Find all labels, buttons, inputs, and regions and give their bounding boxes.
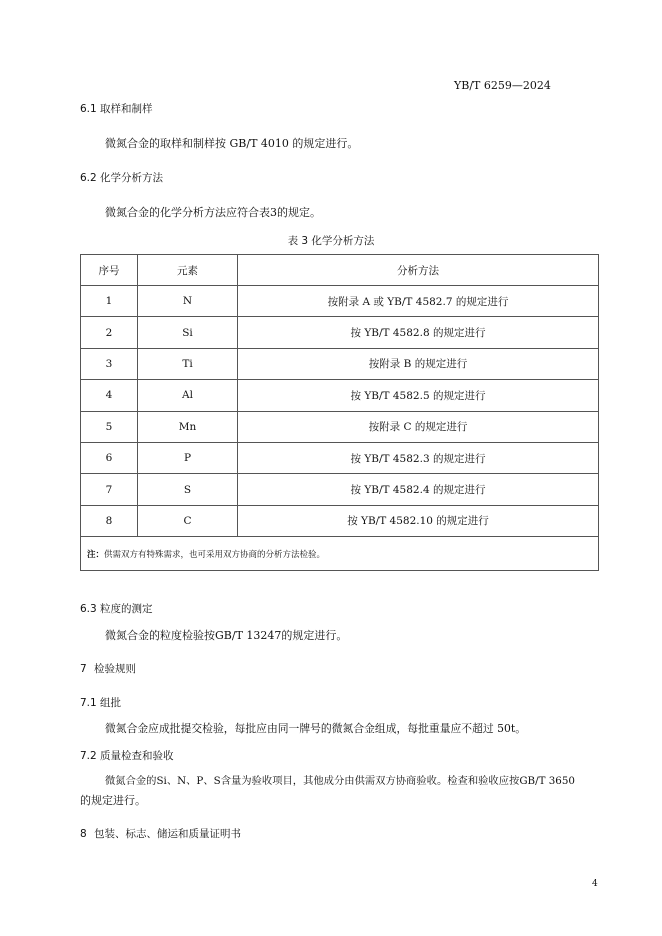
cell-index: 6 [81, 442, 138, 473]
section-7-2-text-line2: 的规定进行。 [80, 794, 146, 807]
cell-index: 4 [81, 380, 138, 411]
section-6-3-text: 微氮合金的粒度检验按GB/T 13247的规定进行。 [105, 629, 348, 642]
standard-code: YB/T 6259—2024 [454, 79, 551, 92]
section-7-2-heading: 7.2 质量检查和验收 [80, 750, 174, 762]
cell-index: 3 [81, 348, 138, 379]
cell-index: 2 [81, 317, 138, 348]
cell-method: 按 YB/T 4582.10 的规定进行 [238, 505, 599, 536]
cell-method: 按附录 A 或 YB/T 4582.7 的规定进行 [238, 286, 599, 317]
note-text: 供需双方有特殊需求，也可采用双方协商的分析方法检验。 [104, 549, 326, 560]
section-7-heading: 7 检验规则 [80, 663, 137, 675]
table-row [81, 442, 599, 473]
header-cell-index: 序号 [81, 255, 138, 286]
section-6-1-heading: 6.1 取样和制样 [80, 103, 153, 115]
cell-element: Al [138, 380, 238, 411]
table-row [81, 505, 599, 536]
cell-method: 按附录 B 的规定进行 [238, 348, 599, 379]
table-row [81, 317, 599, 348]
table-row [81, 474, 599, 505]
cell-element: P [138, 442, 238, 473]
section-8-heading: 8 包装、标志、储运和质量证明书 [80, 828, 242, 840]
chemical-analysis-table [80, 254, 599, 571]
table-note [81, 537, 599, 571]
section-6-1-text: 微氮合金的取样和制样按 GB/T 4010 的规定进行。 [105, 137, 359, 150]
header-cell-element: 元素 [138, 255, 238, 286]
section-7-1-heading: 7.1 组批 [80, 697, 122, 709]
cell-method: 按 YB/T 4582.5 的规定进行 [238, 380, 599, 411]
cell-element: N [138, 286, 238, 317]
table-row [81, 411, 599, 442]
table-title: 表 3 化学分析方法 [287, 235, 375, 247]
table-row [81, 286, 599, 317]
table-header-row [81, 255, 599, 286]
section-7-1-text: 微氮合金应成批提交检验，每批应由同一牌号的微氮合金组成，每批重量应不超过 50t。 [105, 722, 526, 735]
cell-index: 1 [81, 286, 138, 317]
table-row [81, 380, 599, 411]
cell-index: 5 [81, 411, 138, 442]
section-6-2-text: 微氮合金的化学分析方法应符合表3的规定。 [105, 206, 321, 219]
note-label: 注： [87, 549, 105, 560]
cell-method: 按附录 C 的规定进行 [238, 411, 599, 442]
section-6-3-heading: 6.3 粒度的测定 [80, 603, 153, 615]
table-row [81, 348, 599, 379]
section-6-2-heading: 6.2 化学分析方法 [80, 172, 164, 184]
section-7-2-text-line1: 微氮合金的Si、N、P、S含量为验收项目，其他成分由供需双方协商验收。检查和验收应按GB/T 3650 [105, 775, 575, 787]
cell-index: 7 [81, 474, 138, 505]
cell-element: S [138, 474, 238, 505]
table-note-row [81, 537, 599, 571]
cell-element: Mn [138, 411, 238, 442]
header-cell-method: 分析方法 [238, 255, 599, 286]
cell-index: 8 [81, 505, 138, 536]
cell-method: 按 YB/T 4582.4 的规定进行 [238, 474, 599, 505]
cell-method: 按 YB/T 4582.8 的规定进行 [238, 317, 599, 348]
cell-method: 按 YB/T 4582.3 的规定进行 [238, 442, 599, 473]
cell-element: C [138, 505, 238, 536]
cell-element: Ti [138, 348, 238, 379]
cell-element: Si [138, 317, 238, 348]
page-number: 4 [592, 879, 598, 889]
